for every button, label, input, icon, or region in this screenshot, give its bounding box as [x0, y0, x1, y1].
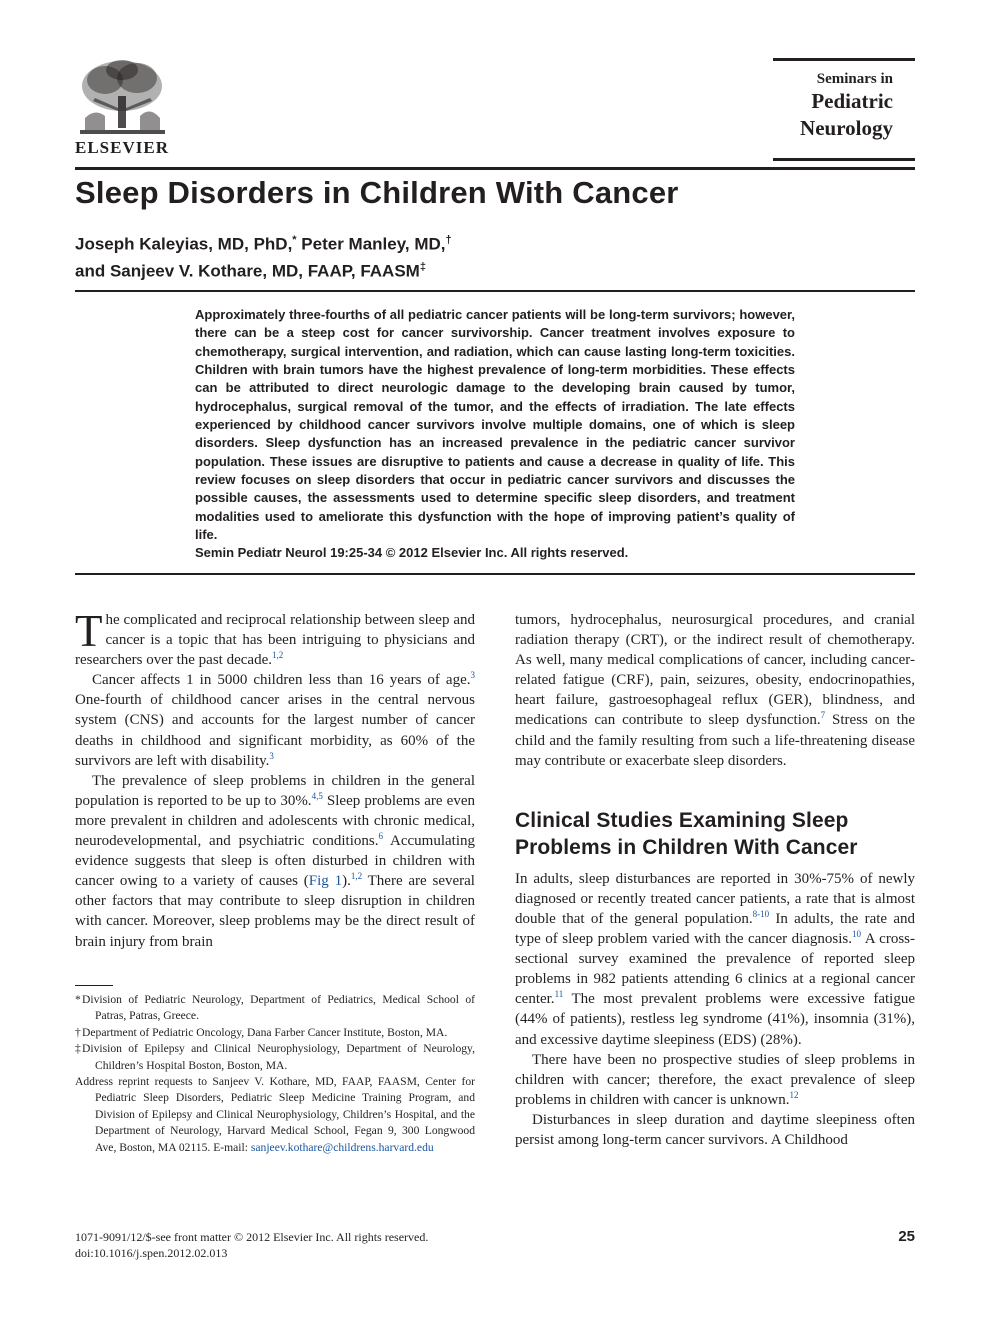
footnote: *Division of Pediatric Neurology, Department of Pediatrics, Medical School of Patras, Patras, Greece.: [75, 993, 475, 1023]
abstract-rule-bottom: [75, 573, 915, 575]
body-column-left: [75, 606, 475, 952]
copyright-footer: [75, 1229, 428, 1261]
author-1: Joseph Kaleyias, MD, PhD,: [75, 234, 293, 254]
abstract: Approximately three-fourths of all pediatric cancer patients will be long-term survivors; however, there can be a steep cost for cancer survivorship. Cancer treatment involves exposure to chemotherapy, surgical intervention, and radiation, which can cause lasting long-term toxicities. Children with brain tumors have the highest prevalence of long-term morbidities. These effects can be attributed to direct neurologic damage to the developing brain caused by tumor, hydrocephalus, surgical removal of the tumor, and the effects of irradiation. The late effects experienced by childhood cancer survivors involve multiple domains, one of which is sleep disorders. Sleep dysfunction has an increased prevalence in the pediatric cancer survivor population. These issues are disruptive to patients and cause a decrease in quality of life. This review focuses on sleep disorders that occur in pediatric cancer survivors and discusses the possible causes, the assessments used to determine specific sleep disorders, and treatment modalities used to ameliorate this dysfunction with the hope of improving patient’s quality of life.: [195, 307, 795, 543]
abstract-rule-top: [75, 290, 915, 292]
front-matter-line: 1071-9091/12/$-see front matter © 2012 Elsevier Inc. All rights reserved.: [75, 1230, 429, 1244]
paragraph: There have been no prospective studies of sleep problems in children with cancer; therefore, the exact prevalence of sleep problems in children with cancer is unknown.$^{12}$: [515, 1051, 915, 1108]
author-3-mark: ‡: [419, 260, 426, 273]
reference-link[interactable]: 1,2: [350, 871, 363, 882]
section-heading: Clinical Studies Examining Sleep Problems in Children With Cancer: [515, 808, 858, 859]
reference-link[interactable]: 6: [378, 831, 383, 842]
paragraph: The complicated and reciprocal relationship between sleep and cancer is a topic that has been intriguing to physicians and researchers over the past decade.$^{1,2}$: [75, 606, 475, 669]
author-2-mark: †: [445, 234, 452, 246]
paragraph: Cancer affects 1 in 5000 children less than 16 years of age.$^3$ One-fourth of childhood cancer arises in the central nervous system (CNS) and accounts for the largest number of cancer deaths in childhood and significant morbidity, as 60% of the survivors are left with disability.$^3$: [75, 670, 475, 769]
paragraph: tumors, hydrocephalus, neurosurgical procedures, and cranial radiation therapy (CRT), or the indirect result of chemotherapy. As well, many medical complications of cancer, including cancer-related fatigue (CRF), pain, seizures, obesity, endocrinopathies, heart failure, gastroesophageal reflux (GER), blindness, and medications can contribute to sleep dysfunction.$^7$ Stress on the child and the family resulting from such a life-threatening disease may contribute or exacerbate sleep disorders.: [515, 612, 916, 769]
reference-link[interactable]: 10: [852, 929, 862, 940]
drop-cap: T: [75, 606, 103, 656]
reference-link[interactable]: 11: [554, 989, 564, 1000]
footnote: ‡Division of Epilepsy and Clinical Neurophysiology, Department of Neurology, Children’s Hospital Boston, Boston, MA.: [75, 1042, 475, 1072]
reference-link[interactable]: 3: [269, 750, 274, 761]
reference-link[interactable]: 4,5: [311, 790, 323, 801]
body-column-right: [515, 610, 915, 1150]
journal-title-line2: Neurology: [800, 116, 893, 140]
email-link[interactable]: sanjeev.kothare@childrens.harvard.edu: [250, 1140, 434, 1154]
footnotes: [75, 992, 475, 1156]
tree-logo-icon: [75, 58, 170, 138]
publisher-name: ELSEVIER: [75, 138, 169, 157]
footnote: †Department of Pediatric Oncology, Dana Farber Cancer Institute, Boston, MA.: [75, 1025, 448, 1039]
journal-masthead: [773, 58, 915, 161]
article-title: Sleep Disorders in Children With Cancer: [75, 175, 679, 210]
reference-link[interactable]: 8-10: [752, 908, 770, 919]
paragraph: In adults, sleep disturbances are reported in 30%-75% of newly diagnosed or recently treated cancer patients, a rate that is almost double that of the general population.$^{8-10}$ In adults, the rate and type of sleep problem varied with the cancer diagnosis.$^{10}$ A cross-sectional survey examined the prevalence of reported sleep problems in 982 patients attending 6 clinics at a regional cancer center.$^{11}$ The most prevalent problems were excessive fatigue (44% of patients), restless leg syndrome (41%), insomnia (31%), and excessive daytime sleepiness (EDS) (28%).: [515, 870, 915, 1048]
page-number: 25: [898, 1228, 915, 1245]
figure-link[interactable]: Fig 1: [308, 873, 343, 890]
journal-title: [773, 88, 893, 142]
paragraph: The prevalence of sleep problems in children in the general population is reported to be up to 30%.$^{4,5}$ Sleep problems are even more prevalent in children and adolescents with chronic medical, neurodevelopmental, and psychiatric conditions.$^6$ Accumulating evidence suggests that sleep is often disturbed in children with cancer owing to a variety of causes (Fig 1).$^{1,2}$ There are several other factors that may contribute to sleep disruption in children with cancer. Moreover, sleep problems may be the direct result of brain injury from brain: [75, 772, 475, 950]
journal-title-line1: Pediatric: [811, 89, 893, 113]
footnote-rule: [75, 985, 113, 986]
author-1-mark: *: [292, 234, 297, 246]
paragraph: Disturbances in sleep duration and daytime sleepiness often persist among long-term cancer survivors. A Childhood: [515, 1111, 915, 1148]
citation-line: Semin Pediatr Neurol 19:25-34 © 2012 Elsevier Inc. All rights reserved.: [195, 545, 629, 560]
reference-link[interactable]: 7: [820, 710, 826, 721]
author-list: [75, 229, 452, 282]
journal-prefix: Seminars in: [816, 71, 893, 87]
author-3: and Sanjeev V. Kothare, MD, FAAP, FAASM: [75, 261, 420, 281]
doi-line: doi:10.1016/j.spen.2012.02.013: [75, 1246, 228, 1260]
reference-link[interactable]: 12: [789, 1089, 799, 1100]
reference-link[interactable]: 3: [470, 670, 475, 681]
reference-link[interactable]: 1,2: [271, 650, 284, 661]
footnote-address: Address reprint requests to Sanjeev V. Kothare, MD, FAAP, FAASM, Center for Pediatric Sleep Disorders, Pediatric Sleep Medicine Training Program, and Division of Epilepsy and Clinical Neurophysiology, Children’s Hospital, and the Department of Neurology, Harvard Medical School, Fegan 9, 300 Longwood Ave, Boston, MA 02115. E-mail: sanjeev.kothare@childrens.harvard.edu: [75, 1075, 475, 1154]
author-2: Peter Manley, MD,: [296, 234, 446, 254]
header-rule: [75, 167, 915, 170]
